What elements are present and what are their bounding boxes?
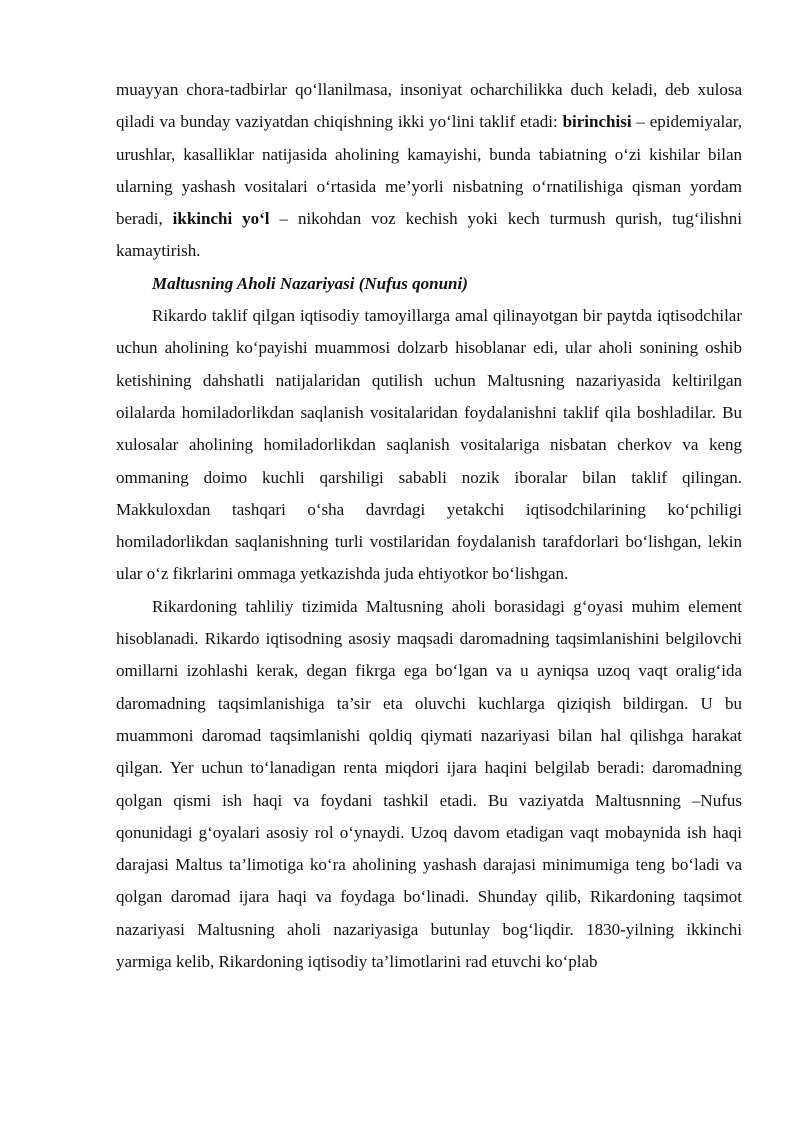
paragraph-economists: Rikardo taklif qilgan iqtisodiy tamoyillarga amal qilinayotgan bir paytda iqtisodchilar uchun aholining ko‘payishi muammosi dolzarb hisoblanar edi, ular aholi sonining oshib ketishining dahshatli natijalaridan qutilish uchun Maltusning nazariyasida keltirilgan oilalarda homiladorlikdan saqlanish vositalaridan foydalanishni taklif qila boshladilar. Bu xulosalar aholining homiladorlikdan saqlanish vositalariga nisbatan cherkov va keng ommaning doimo kuchli qarshiligi sababli nozik iboralar bilan taklif qilingan. Makkuloxdan tashqari o‘sha davrdagi yetakchi iqtisodchilarining ko‘pchiligi homiladorlikdan saqlanishning turli vostilaridan foydalanish tarafdorlari bo‘lishgan, lekin ular o‘z fikrlarini ommaga yetkazishda juda ehtiyotkor bo‘lishgan. (116, 306, 742, 584)
paragraph-text: – nikohdan voz kechish yoki kech turmush qurish, tug‘ilishni kamaytirish. (116, 209, 742, 261)
paragraph-malthus-conclusion (116, 74, 742, 268)
paragraph-ricardo: Rikardoning tahliliy tizimida Maltusning aholi borasidagi g‘oyasi muhim element hisoblanadi. Rikardo iqtisodning asosiy maqsadi daromadning taqsimlanishini belgilovchi omillarni izohlashi kerak, degan fikrga ega bo‘lgan va u ayniqsa uzoq vaqt oralig‘ida daromadning taqsimlanishiga ta’sir eta oluvchi kuchlarga qiziqish bildirgan. U bu muammoni daromad taqsimlanishi qoldiq qiymati nazariyasi bilan hal qilishga harakat qilgan. Yer uchun to‘lanadigan renta miqdori ijara haqini belgilab beradi: daromadning qolgan qismi ish haqi va foydani tashkil etadi. Bu vaziyatda Maltusnning –Nufus qonunidagi g‘oyalari asosiy rol o‘ynaydi. Uzoq davom etadigan vaqt mobaynida ish haqi darajasi Maltus ta’limotiga ko‘ra aholining yashash darajasi minimumiga teng bo‘ladi va qolgan daromad ijara haqi va foydaga bo‘linadi. Shunday qilib, Rikardoning taqsimot nazariyasi Maltusning aholi nazariyasiga butunlay bog‘liqdir. 1830-yilning ikkinchi yarmiga kelib, Rikardoning iqtisodiy ta’limotlarini rad etuvchi ko‘plab (116, 596, 742, 972)
paragraph-text: – epidemiyalar, urushlar, kasalliklar natijasida aholining kamayishi, bunda tabiatning o‘zi kishilar bilan ularning yashash vositalari o‘rtasida me’yorli nisbatning o‘rnatilishiga qisman yordam beradi, (116, 112, 742, 229)
bold-term-first: birinchisi (562, 112, 632, 132)
body-text (116, 74, 742, 978)
section-heading: Maltusning Aholi Nazariyasi (Nufus qonuni) (152, 273, 468, 293)
bold-term-second: ikkinchi yo‘l (172, 209, 270, 229)
paragraph-text: muayyan chora-tadbirlar qo‘llanilmasa, insoniyat ocharchilikka duch keladi, deb xulosa qiladi va bunday vaziyatdan chiqishning ikki yo‘lini taklif etadi: (116, 80, 742, 132)
